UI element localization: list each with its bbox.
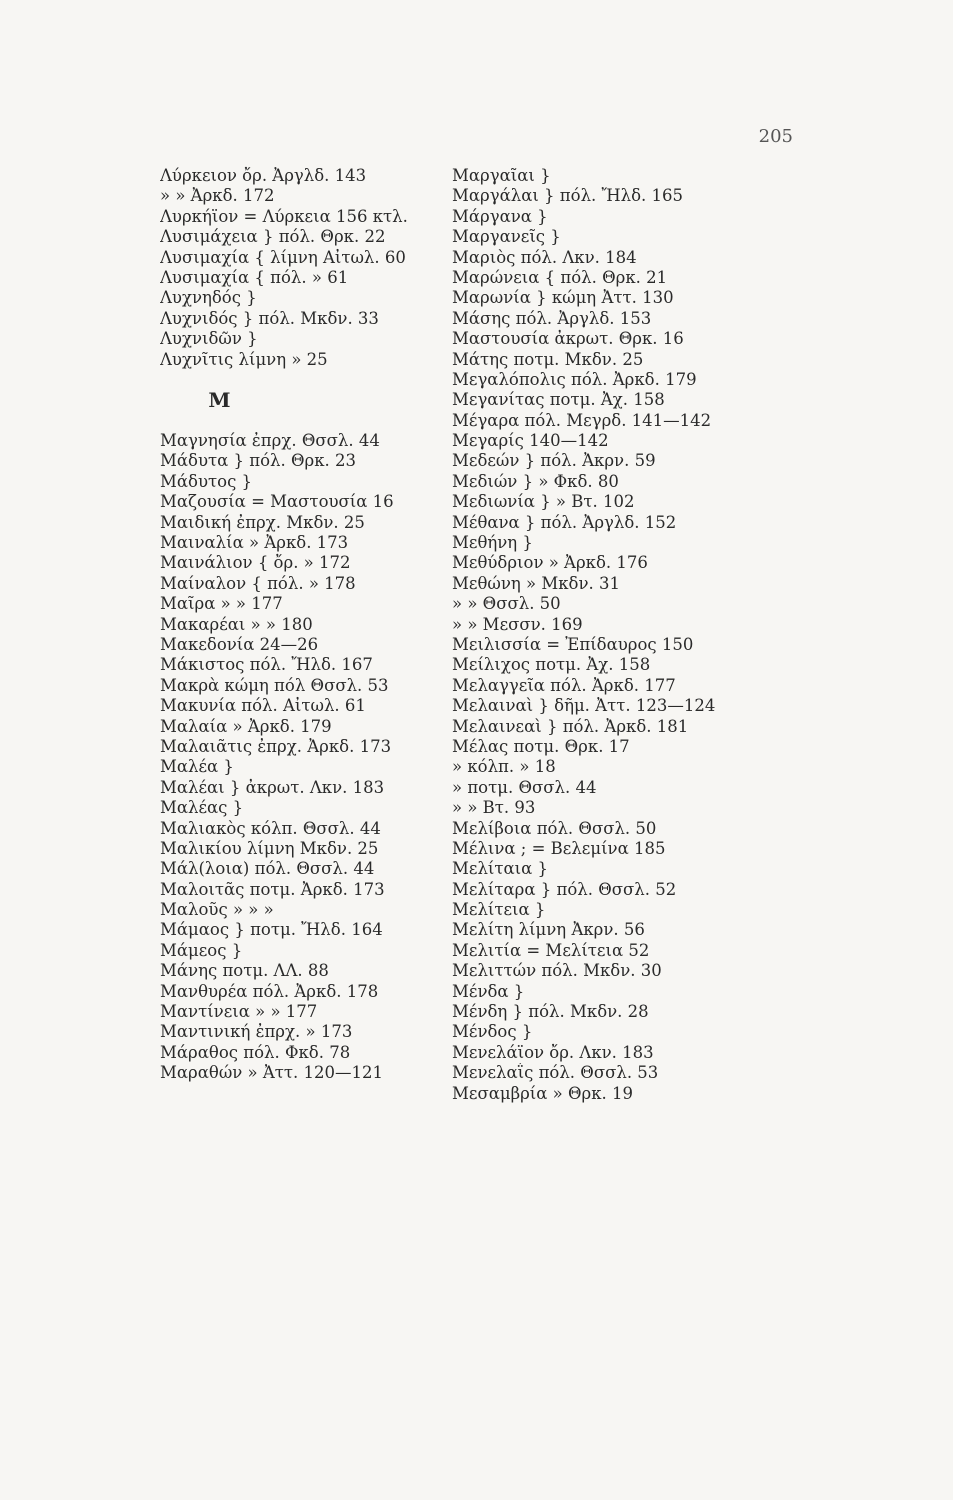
index-entry: Μελίταρα } πόλ. Θσσλ. 52 [452,879,677,899]
index-entry: Μεγαρίς 140—142 [452,431,609,451]
index-entry: Μανθυρέα πόλ. Ἀρκδ. 178 [160,981,379,1001]
index-entry: » » Βτ. 93 [452,798,536,818]
index-entry: Μαριὸς πόλ. Λκν. 184 [452,247,637,267]
index-entry: Μαιδική ἐπρχ. Μκδν. 25 [160,512,365,532]
index-entry: Μαλέαι } ἀκρωτ. Λκν. 183 [160,777,385,797]
index-entry: Μάραθος πόλ. Φκδ. 78 [160,1042,351,1062]
index-entry: Μαρωνία } κώμη Ἀττ. 130 [452,288,674,308]
index-entry: Μάλ(λοια) πόλ. Θσσλ. 44 [160,859,375,879]
right-column [452,166,792,1104]
index-entry: Μέγαρα πόλ. Μεγρδ. 141—142 [452,410,712,430]
index-entry: Μαραθών » Ἀττ. 120—121 [160,1063,384,1083]
index-entry: Μάργανα } [452,206,548,226]
index-entry: Μελίτη λίμνη Ἀκρν. 56 [452,920,645,940]
index-entry: Λυχνιδῶν } [160,329,258,349]
index-entry: Μάμεος } [160,940,243,960]
index-entry: Λυρκήϊον = Λύρκεια 156 κτλ. [160,206,408,226]
index-entry: Μάσης πόλ. Ἀργλδ. 153 [452,308,652,328]
index-entry: » » Ἀρκδ. 172 [160,186,275,206]
index-entry: Μέλας ποτμ. Θρκ. 17 [452,736,630,756]
index-entry: Μαινάλιον { ὄρ. » 172 [160,553,351,573]
index-entry: Μαλιακὸς κόλπ. Θσσλ. 44 [160,818,381,838]
index-entry: Μαντίνεια » » 177 [160,1002,318,1022]
index-entry: Λυχνῖτις λίμνη » 25 [160,349,328,369]
index-entry: Λύρκειον ὄρ. Ἀργλδ. 143 [160,166,367,185]
index-entry: Μαλέας } [160,798,244,818]
index-entry: Μένδος } [452,1022,533,1042]
index-entry: Μελιτία = Μελίτεια 52 [452,940,650,960]
index-entry: Μελαγγεῖα πόλ. Ἀρκδ. 177 [452,675,676,695]
index-entry: Μακρὰ κώμη πόλ Θσσλ. 53 [160,675,389,695]
index-entry: Λυσιμάχεια } πόλ. Θρκ. 22 [160,227,386,247]
page-number: 205 [758,126,793,147]
index-entry: Μελίτεια } [452,900,546,920]
index-entry: Μάδυτα } πόλ. Θρκ. 23 [160,451,357,471]
index-entry: Μεδιών } » Φκδ. 80 [452,471,619,491]
index-entry: Μένδη } πόλ. Μκδν. 28 [452,1002,649,1022]
index-entry: Μέλινα ; = Βελεμίνα 185 [452,838,666,858]
index-entry: Μαλικίου λίμνη Μκδν. 25 [160,838,379,858]
index-entry: » » Μεσσν. 169 [452,614,583,634]
index-entry: Μαιναλία » Ἀρκδ. 173 [160,533,349,553]
index-entry: Μάμαος } ποτμ. Ἤλδ. 164 [160,920,383,940]
index-entry: Μαλαία » Ἀρκδ. 179 [160,716,332,736]
index-entry: Μελίβοια πόλ. Θσσλ. 50 [452,818,657,838]
index-entry: Μαῖρα » » 177 [160,594,283,614]
index-entry: » κόλπ. » 18 [452,757,556,777]
index-entry: » ποτμ. Θσσλ. 44 [452,777,597,797]
index-entry: Μαγνησία ἐπρχ. Θσσλ. 44 [160,431,380,451]
index-entry: Μέθανα } πόλ. Ἀργλδ. 152 [452,512,677,532]
index-entry: Μείλιχος ποτμ. Ἀχ. 158 [452,655,651,675]
index-entry: Μεθώνη » Μκδν. 31 [452,573,620,593]
index-entry: Μάτης ποτμ. Μκδν. 25 [452,349,644,369]
index-entry: Μαίναλον { πόλ. » 178 [160,573,356,593]
index-entry: Μακαρέαι » » 180 [160,614,313,634]
index-entry: Μαντινική ἐπρχ. » 173 [160,1022,353,1042]
index-entry: Μένδα } [452,981,525,1001]
index-entry: Μελίταια } [452,859,548,879]
index-entry: Μαζουσία = Μαστουσία 16 [160,492,394,512]
index-entry: Μεθήνη } [452,533,533,553]
index-entry: Μενελαΐς πόλ. Θσσλ. 53 [452,1063,659,1083]
index-entry: Μεδιωνία } » Βτ. 102 [452,492,635,512]
index-entry: Μελαινεαὶ } πόλ. Ἀρκδ. 181 [452,716,689,736]
index-entry: Μενελάϊον ὄρ. Λκν. 183 [452,1042,654,1062]
index-entry: Λυχνιδός } πόλ. Μκδν. 33 [160,308,379,328]
index-entry: Μαλαιᾶτις ἐπρχ. Ἀρκδ. 173 [160,736,392,756]
index-entry: Λυσιμαχία { λίμνη Αἰτωλ. 60 [160,247,406,267]
index-entry: Λυσιμαχία { πόλ. » 61 [160,267,349,287]
left-entries-m [160,431,440,1084]
index-entry: Μαστουσία ἀκρωτ. Θρκ. 16 [452,329,684,349]
right-entries [452,166,792,1104]
index-entry: Μελαιναὶ } δῆμ. Ἀττ. 123—124 [452,696,716,716]
index-entry: Μεδεών } πόλ. Ἀκρν. 59 [452,451,656,471]
left-entries-l [160,166,440,370]
index-entry: Μαλοιτᾶς ποτμ. Ἀρκδ. 173 [160,879,385,899]
index-entry: Λυχνηδός } [160,288,257,308]
index-entry: Μεσαμβρία » Θρκ. 19 [452,1083,634,1103]
index-entry: Μαργανεῖς } [452,227,561,247]
index-entry: Μάδυτος } [160,471,253,491]
index-entry: Μακεδονία 24—26 [160,635,319,654]
index-entry: Μακυνία πόλ. Αἰτωλ. 61 [160,696,366,716]
index-entry: Μεγαλόπολις πόλ. Ἀρκδ. 179 [452,369,697,389]
index-entry: Μελιττών πόλ. Μκδν. 30 [452,961,662,981]
index-entry: Μειλισσία = Ἐπίδαυρος 150 [452,634,694,654]
index-entry: » » Θσσλ. 50 [452,594,561,614]
index-entry: Μεγανίτας ποτμ. Ἀχ. 158 [452,390,665,410]
index-entry: Μάκιστος πόλ. Ἤλδ. 167 [160,655,373,675]
index-entry: Μαλέα } [160,757,234,777]
index-entry: Μάνης ποτμ. ΛΛ. 88 [160,961,329,981]
index-entry: Μαλοῦς » » » [160,900,274,920]
index-entry: Μεθύδριον » Ἀρκδ. 176 [452,553,648,573]
index-entry: Μαργαῖαι } [452,166,551,185]
left-column [160,166,440,1084]
index-entry: Μαρώνεια { πόλ. Θρκ. 21 [452,267,668,287]
index-entry: Μαργάλαι } πόλ. Ἤλδ. 165 [452,186,684,206]
letter-heading-m: Μ [208,387,232,412]
